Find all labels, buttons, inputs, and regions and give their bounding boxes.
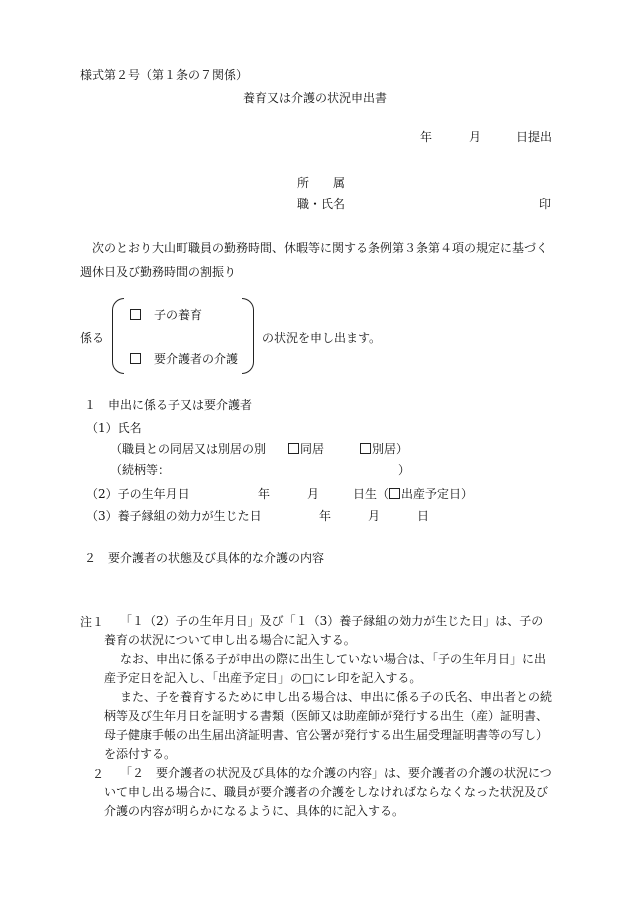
kinship-label: （続柄等： xyxy=(110,463,171,477)
submission-year-label: 年 xyxy=(420,130,433,144)
note1-paragraph-3: また、子を養育するために申し出る場合は、申出に係る子の氏名、申出者との続柄等及び生年月日を証明する書類（医師又は助産師が発行する出生（産）証明書、母子健康手帳の出生届出済証明書、官公署が発行する出生届受理証明書等の写し）を添付する。 xyxy=(104,690,553,761)
adoption-day-label: 日 xyxy=(417,509,430,523)
note1-marker: 注１ xyxy=(80,615,105,629)
note1-paragraph-2: なお、申出に係る子が申出の際に出生していない場合は、「子の生年月日」に出産予定日を記入し、「出産予定日」の□にレ印を記入する。 xyxy=(104,652,547,685)
birth-expected-label: 出産予定日） xyxy=(401,487,474,501)
birth-expected[interactable] xyxy=(353,488,473,500)
page-title: 養育又は介護の状況申出書 xyxy=(242,91,387,105)
adoption-date-label: （3）養子縁組の効力が生じた日 xyxy=(86,509,262,523)
intro-line-2: 週休日及び勤務時間の割振り xyxy=(80,265,237,279)
option-nursing-care[interactable] xyxy=(130,353,238,365)
options-suffix: の状況を申し出ます。 xyxy=(262,331,382,345)
relation-prefix: （職員との同居又は別居の別 xyxy=(110,442,267,456)
seal-label: 印 xyxy=(539,197,552,211)
checkbox-icon[interactable] xyxy=(130,309,141,320)
option-child-care[interactable] xyxy=(130,309,202,321)
option-child-care-label: 子の養育 xyxy=(154,308,203,322)
section1-heading: １ 申出に係る子又は要介護者 xyxy=(84,398,253,412)
checkbox-icon[interactable] xyxy=(360,443,371,454)
birth-year-label: 年 xyxy=(258,487,271,501)
checkbox-icon[interactable] xyxy=(288,443,299,454)
adoption-month-label: 月 xyxy=(368,509,381,523)
checkbox-icon[interactable] xyxy=(130,353,141,364)
options-prefix: 係る xyxy=(80,331,105,345)
submission-day-label: 日提出 xyxy=(516,130,553,144)
kinship-close: ） xyxy=(398,463,411,477)
option-cohabiting[interactable] xyxy=(288,443,324,455)
note2-paragraph-1: 「２ 要介護者の状況及び具体的な介護の内容」は、要介護者の介護の状況について申し出る場合に、職員が要介護者の介護をしなければならなくなった状況及び介護の内容が明らかになるように、具体的に記入する。 xyxy=(104,766,552,818)
left-bracket xyxy=(112,298,124,374)
birth-date-label: （2）子の生年月日 xyxy=(86,487,190,501)
option-separate[interactable] xyxy=(360,443,408,455)
section2-heading: ２ 要介護者の状態及び具体的な介護の内容 xyxy=(84,551,325,565)
note2-marker: ２ xyxy=(92,767,105,781)
form-number: 様式第２号（第１条の７関係） xyxy=(80,68,249,82)
intro-line-1: 次のとおり大山町職員の勤務時間、休暇等に関する条例第３条第４項の規定に基づく xyxy=(92,241,549,255)
option-cohabiting-label: 同居 xyxy=(300,442,325,456)
adoption-year-label: 年 xyxy=(319,509,332,523)
name-label: （1）氏名 xyxy=(86,421,142,435)
right-bracket xyxy=(242,298,254,374)
option-nursing-care-label: 要介護者の介護 xyxy=(154,352,239,366)
option-separate-label: 別居） xyxy=(372,442,409,456)
birth-month-label: 月 xyxy=(307,487,320,501)
checkbox-icon[interactable] xyxy=(389,488,400,499)
submission-month-label: 月 xyxy=(469,130,482,144)
birth-day-label: 日生（ xyxy=(353,487,390,501)
note1-paragraph-1: 「１（2）子の生年月日」及び「１（3）養子縁組の効力が生じた日」は、子の養育の状況について申し出る場合に記入する。 xyxy=(104,614,544,647)
affiliation-label: 所 属 xyxy=(297,176,346,190)
position-name-label: 職・氏名 xyxy=(297,197,346,211)
